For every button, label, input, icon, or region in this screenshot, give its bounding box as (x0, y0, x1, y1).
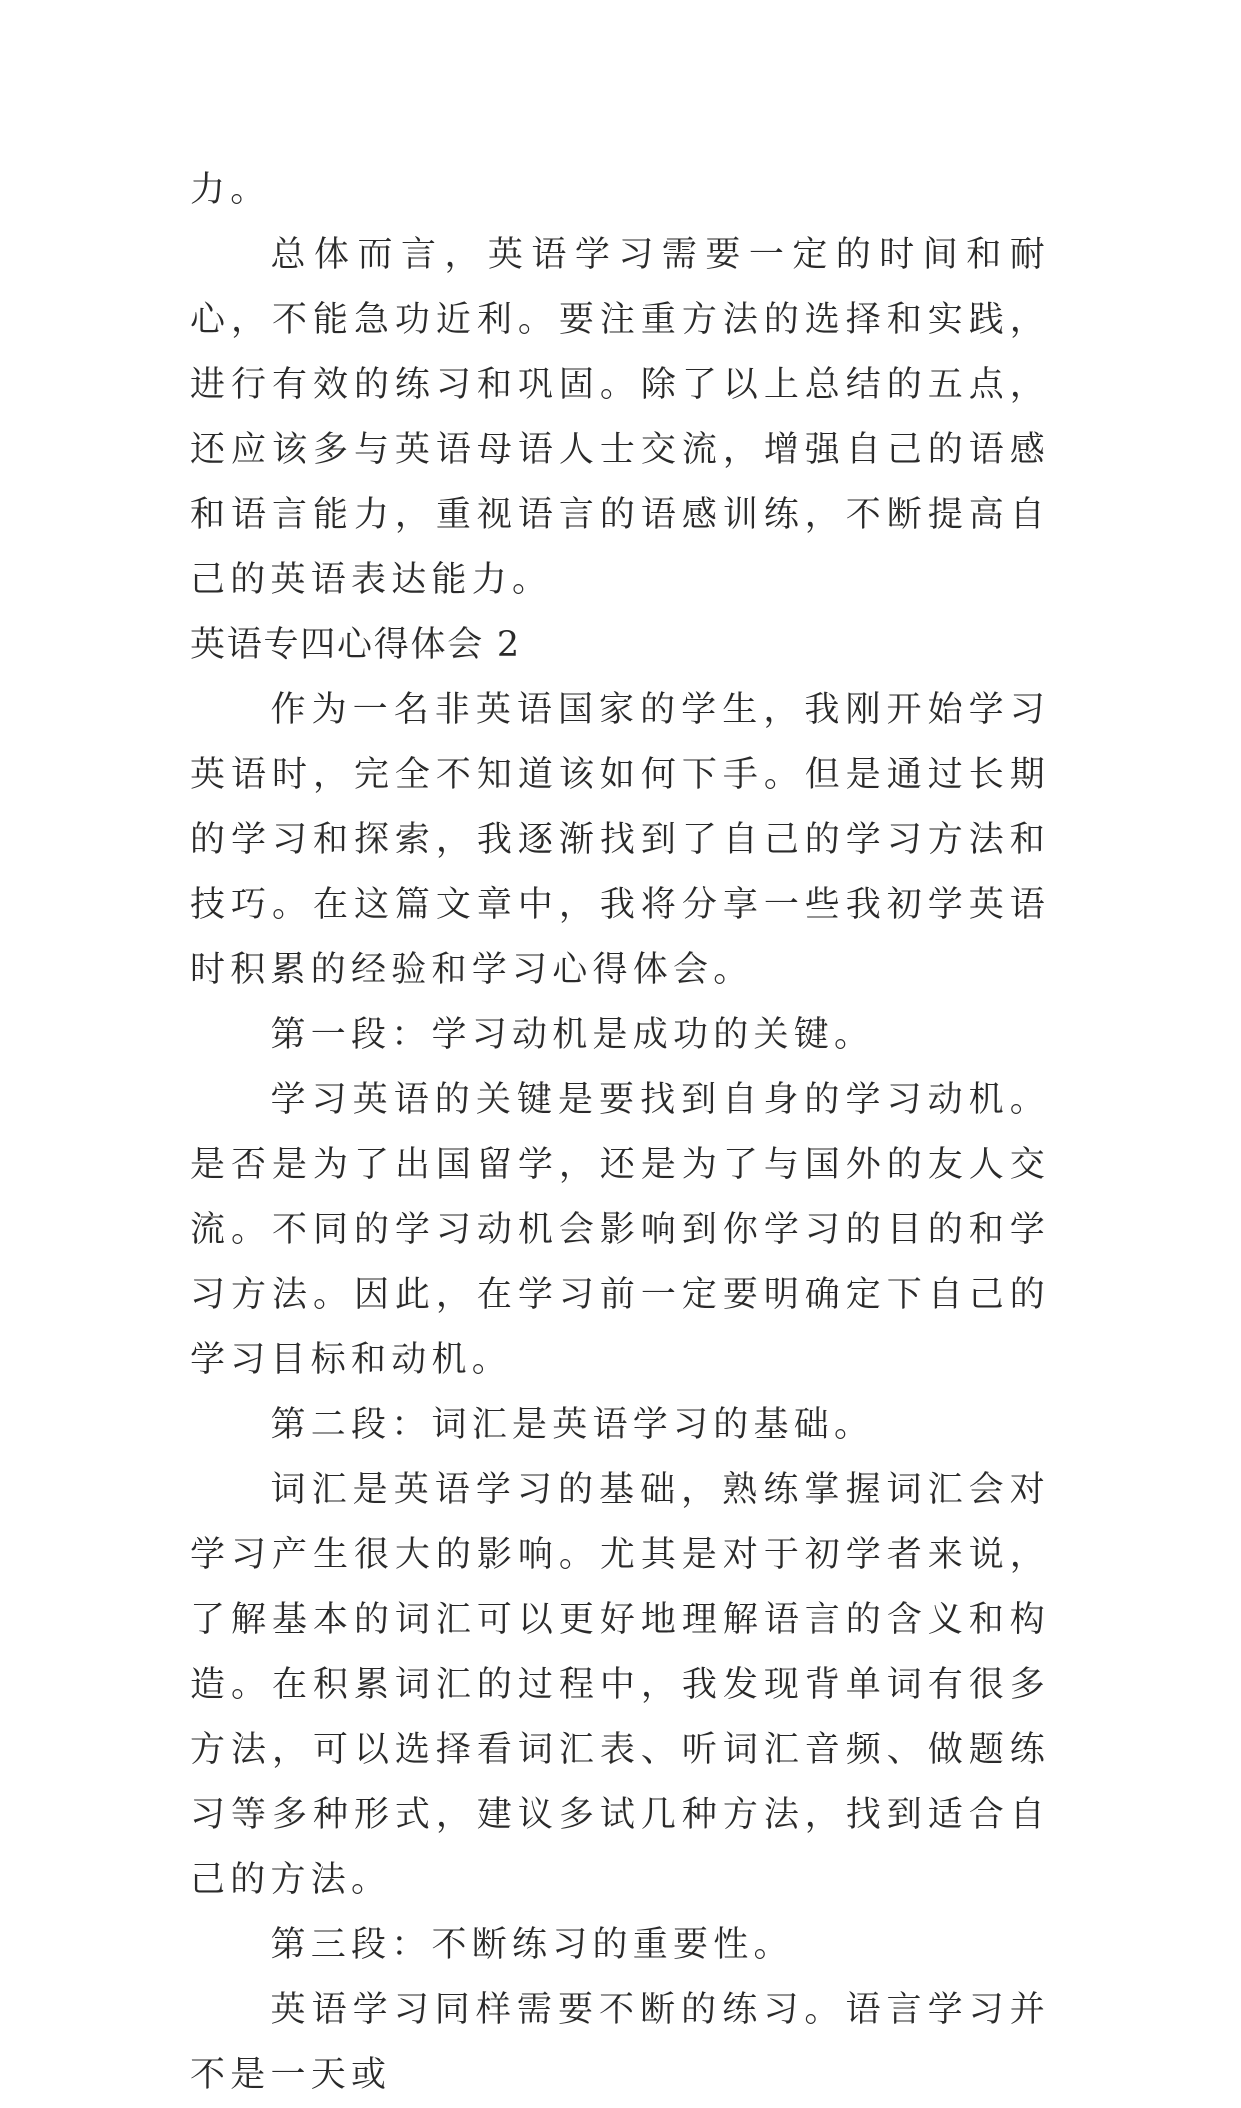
paragraph-summary: 总体而言，英语学习需要一定的时间和耐心，不能急功近利。要注重方法的选择和实践，进行有效的练习和巩固。除了以上总结的五点，还应该多与英语母语人士交流，增强自己的语感和语言能力，重视语言的语感训练，不断提高自己的英语表达能力。 (190, 235, 1050, 600)
paragraph-intro: 作为一名非英语国家的学生，我刚开始学习英语时，完全不知道该如何下手。但是通过长期的学习和探索，我逐渐找到了自己的学习方法和技巧。在这篇文章中，我将分享一些我初学英语时积累的经验和学习心得体会。 (190, 690, 1050, 990)
document-body (190, 158, 1050, 2108)
subheading-second: 第二段：词汇是英语学习的基础。 (270, 1405, 875, 1445)
subheading-third: 第三段：不断练习的重要性。 (270, 1925, 794, 1965)
paragraph-continuation: 力。 (190, 170, 271, 210)
subheading-first: 第一段：学习动机是成功的关键。 (270, 1015, 875, 1055)
paragraph-motivation: 学习英语的关键是要找到自身的学习动机。是否是为了出国留学，还是为了与国外的友人交流。不同的学习动机会影响到你学习的目的和学习方法。因此，在学习前一定要明确定下自己的学习目标和动机。 (190, 1080, 1050, 1380)
section-heading: 英语专四心得体会 2 (190, 625, 521, 665)
paragraph-practice: 英语学习同样需要不断的练习。语言学习并不是一天或 (190, 1990, 1050, 2095)
paragraph-vocabulary: 词汇是英语学习的基础，熟练掌握词汇会对学习产生很大的影响。尤其是对于初学者来说，了解基本的词汇可以更好地理解语言的含义和构造。在积累词汇的过程中，我发现背单词有很多方法，可以选择看词汇表、听词汇音频、做题练习等多种形式，建议多试几种方法，找到适合自己的方法。 (190, 1470, 1050, 1900)
